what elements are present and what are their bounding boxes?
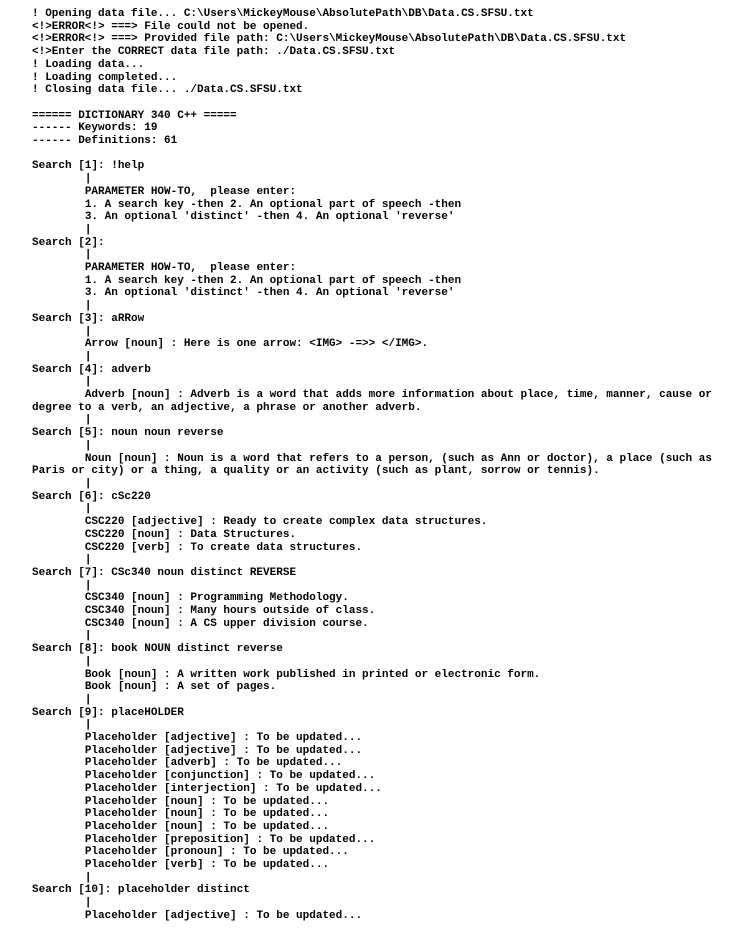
console-line: Placeholder [adjective] : To be updated... [32, 732, 363, 745]
console-line: CSC340 [noun] : Many hours outside of class. [32, 605, 376, 618]
console-line: Placeholder [verb] : To be updated... [32, 859, 330, 872]
console-line: ------ Keywords: 19 [32, 122, 158, 135]
console-line: Search [1]: !help [32, 160, 145, 173]
console-line: Search [3]: aRRow [32, 312, 145, 325]
console-line: | [32, 173, 92, 186]
console-line: Placeholder [conjunction] : To be updated... [32, 770, 376, 783]
console-line: | [32, 554, 92, 567]
console-line: | [32, 249, 92, 262]
console-line: | [32, 871, 92, 884]
console-line: | [32, 897, 92, 910]
console-line: | [32, 503, 92, 516]
console-line [32, 148, 726, 161]
console-line: CSC340 [noun] : Programming Methodology. [32, 592, 349, 605]
console-line: Placeholder [adverb] : To be updated... [32, 757, 343, 770]
console-line: | [32, 630, 92, 643]
console-line: | [32, 223, 92, 236]
console-line: PARAMETER HOW-TO, please enter: [32, 262, 297, 275]
console-line: 3. An optional 'distinct' -then 4. An optional 'reverse' [32, 211, 455, 224]
console-line: Placeholder [adjective] : To be updated... [32, 909, 363, 922]
console-line: CSC220 [verb] : To create data structures. [32, 541, 363, 554]
console-line: Search [2]: [32, 236, 105, 249]
console-line: ! Loading data... [32, 58, 145, 71]
console-line: ------ Definitions: 61 [32, 135, 178, 148]
console-line: | [32, 655, 92, 668]
console-line: CSC220 [noun] : Data Structures. [32, 528, 297, 541]
console-line: <!>ERROR<!> ===> Provided file path: C:\Users\MickeyMouse\AbsolutePath\DB\Data.CS.SFSU.txt [32, 33, 627, 46]
console-line: <!>ERROR<!> ===> File could not be opened. [32, 20, 310, 33]
console-line: CSC220 [adjective] : Ready to create complex data structures. [32, 516, 488, 529]
console-line: Book [noun] : A set of pages. [32, 681, 277, 694]
console-line: Placeholder [noun] : To be updated... [32, 820, 330, 833]
console-line: | [32, 350, 92, 363]
console-output [32, 8, 726, 923]
console-line: 1. A search key -then 2. An optional part of speech -then [32, 198, 462, 211]
console-line: Search [5]: noun noun reverse [32, 427, 224, 440]
console-line [32, 97, 726, 110]
console-line: PARAMETER HOW-TO, please enter: [32, 185, 297, 198]
console-line: 1. A search key -then 2. An optional part of speech -then [32, 274, 462, 287]
console-line: | [32, 376, 92, 389]
console-line: Adverb [noun] : Adverb is a word that adds more information about place, time, manner, cause or degree to a verb, an adjective, a phrase or another adverb. [32, 389, 719, 414]
console-line: Search [4]: adverb [32, 363, 151, 376]
console-line: | [32, 325, 92, 338]
console-line: Placeholder [interjection] : To be updated... [32, 782, 382, 795]
console-line: Placeholder [noun] : To be updated... [32, 795, 330, 808]
console-line: Placeholder [preposition] : To be updated... [32, 833, 376, 846]
console-line: CSC340 [noun] : A CS upper division course. [32, 617, 369, 630]
console-line: Book [noun] : A written work published in printed or electronic form. [32, 668, 541, 681]
console-line: ! Loading completed... [32, 71, 178, 84]
console-line: Search [8]: book NOUN distinct reverse [32, 643, 283, 656]
console-line: | [32, 414, 92, 427]
console-line: | [32, 300, 92, 313]
console-line: 3. An optional 'distinct' -then 4. An optional 'reverse' [32, 287, 455, 300]
console-line: | [32, 719, 92, 732]
console-line: | [32, 477, 92, 490]
console-line: Placeholder [pronoun] : To be updated... [32, 846, 349, 859]
console-line: Search [10]: placeholder distinct [32, 884, 250, 897]
console-line: | [32, 693, 92, 706]
console-line: Placeholder [noun] : To be updated... [32, 808, 330, 821]
console-line: ! Opening data file... C:\Users\MickeyMouse\AbsolutePath\DB\Data.CS.SFSU.txt [32, 8, 534, 20]
console-line: ! Closing data file... ./Data.CS.SFSU.txt [32, 84, 303, 97]
console-line: Placeholder [adjective] : To be updated... [32, 744, 363, 757]
console-line: <!>Enter the CORRECT data file path: ./Data.CS.SFSU.txt [32, 46, 396, 59]
console-line: Search [7]: CSc340 noun distinct REVERSE [32, 566, 297, 579]
console-line: Noun [noun] : Noun is a word that refers to a person, (such as Ann or doctor), a place (such as Paris or city) or a thing, a quality or an activity (such as plant, sorrow or tennis). [32, 452, 719, 478]
console-line: ====== DICTIONARY 340 C++ ===== [32, 109, 237, 122]
console-line: Search [6]: cSc220 [32, 490, 151, 503]
console-line: Arrow [noun] : Here is one arrow: <IMG> -=>> </IMG>. [32, 338, 429, 351]
console-line: | [32, 439, 92, 452]
console-line: | [32, 579, 92, 592]
console-line: Search [9]: placeHOLDER [32, 706, 184, 719]
